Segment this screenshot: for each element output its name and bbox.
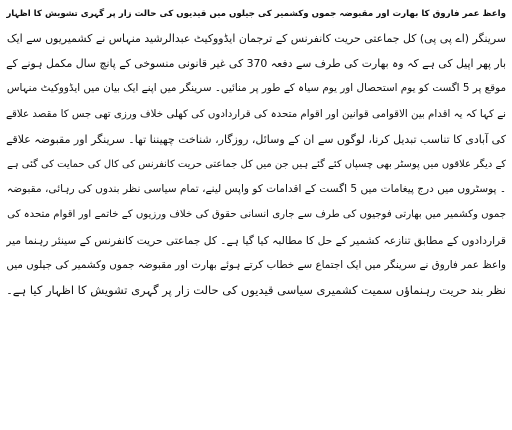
article-line: کی آبادی کا تناسب تبدیل کرنا، لوگوں سے ان کے وسائل، روزگار، شناخت چھیننا تھا۔ سرینگر اور مقبوضہ علاقے <box>6 132 506 146</box>
article-line: موقع پر 5 اگست کو یوم استحصال اور یوم سیاہ کے طور پر منائیں۔ سرینگر میں اپنے ایک بیان میں ایڈووکیٹ منہاس <box>6 82 506 95</box>
article-line: کے دیگر علاقوں میں پوسٹر بھی چسپاں کئے گئے ہیں جن میں کل جماعتی حریت کانفرنس کی کال کی حمایت کی گئی ہے <box>6 158 506 170</box>
article-line: نظر بند حریت رہنماؤں سمیت کشمیری سیاسی قیدیوں کی حالت زار پر گہری تشویش کا اظہار کیا ہے۔ <box>6 282 506 297</box>
article-headline: واعظ عمر فاروق کا بھارت اور مقبوضہ جموں وکشمیر کی جیلوں میں قیدیوں کی حالت زار پر گہری تشویش کا اظہار <box>6 9 506 19</box>
article-line: سرینگر (اے پی پی) کل جماعتی حریت کانفرنس کے ترجمان ایڈووکیٹ عبدالرشید منہاس نے کشمیریوں سے ایک <box>6 32 506 45</box>
article-line: بار پھر اپیل کی ہے کہ وہ بھارت کی طرف سے دفعہ 370 کی غیر قانونی منسوخی کے پانچ سال مکمل ہونے کے <box>6 57 506 71</box>
article-line: نے کہا کہ یہ اقدام بین الاقوامی قوانین اور اقوام متحدہ کی قراردادوں کی کھلی خلاف ورزی تھی جس کا مقصد علاقے <box>6 107 506 120</box>
article-line: واعظ عمر فاروق نے سرینگر میں ایک اجتماع سے خطاب کرتے ہوئے بھارت اور مقبوضہ جموں وکشمیر کی جیلوں میں <box>6 258 506 271</box>
article-line: جموں وکشمیر میں بھارتی فوجیوں کی طرف سے جاری انسانی حقوق کی خلاف ورزیوں کے خاتمے اور اقوام متحدہ کی <box>7 209 506 221</box>
article-line: ۔ پوسٹروں میں درج پیغامات میں 5 اگست کے اقدامات کو واپس لینے، تمام سیاسی نظر بندوں کی رہائی، مقبوضہ <box>6 183 506 196</box>
article-line: قراردادوں کے مطابق تنازعہ کشمیر کے حل کا مطالبہ کیا گیا ہے۔ کل جماعتی حریت کانفرنس کے سینئر رہنما میر <box>6 233 506 247</box>
